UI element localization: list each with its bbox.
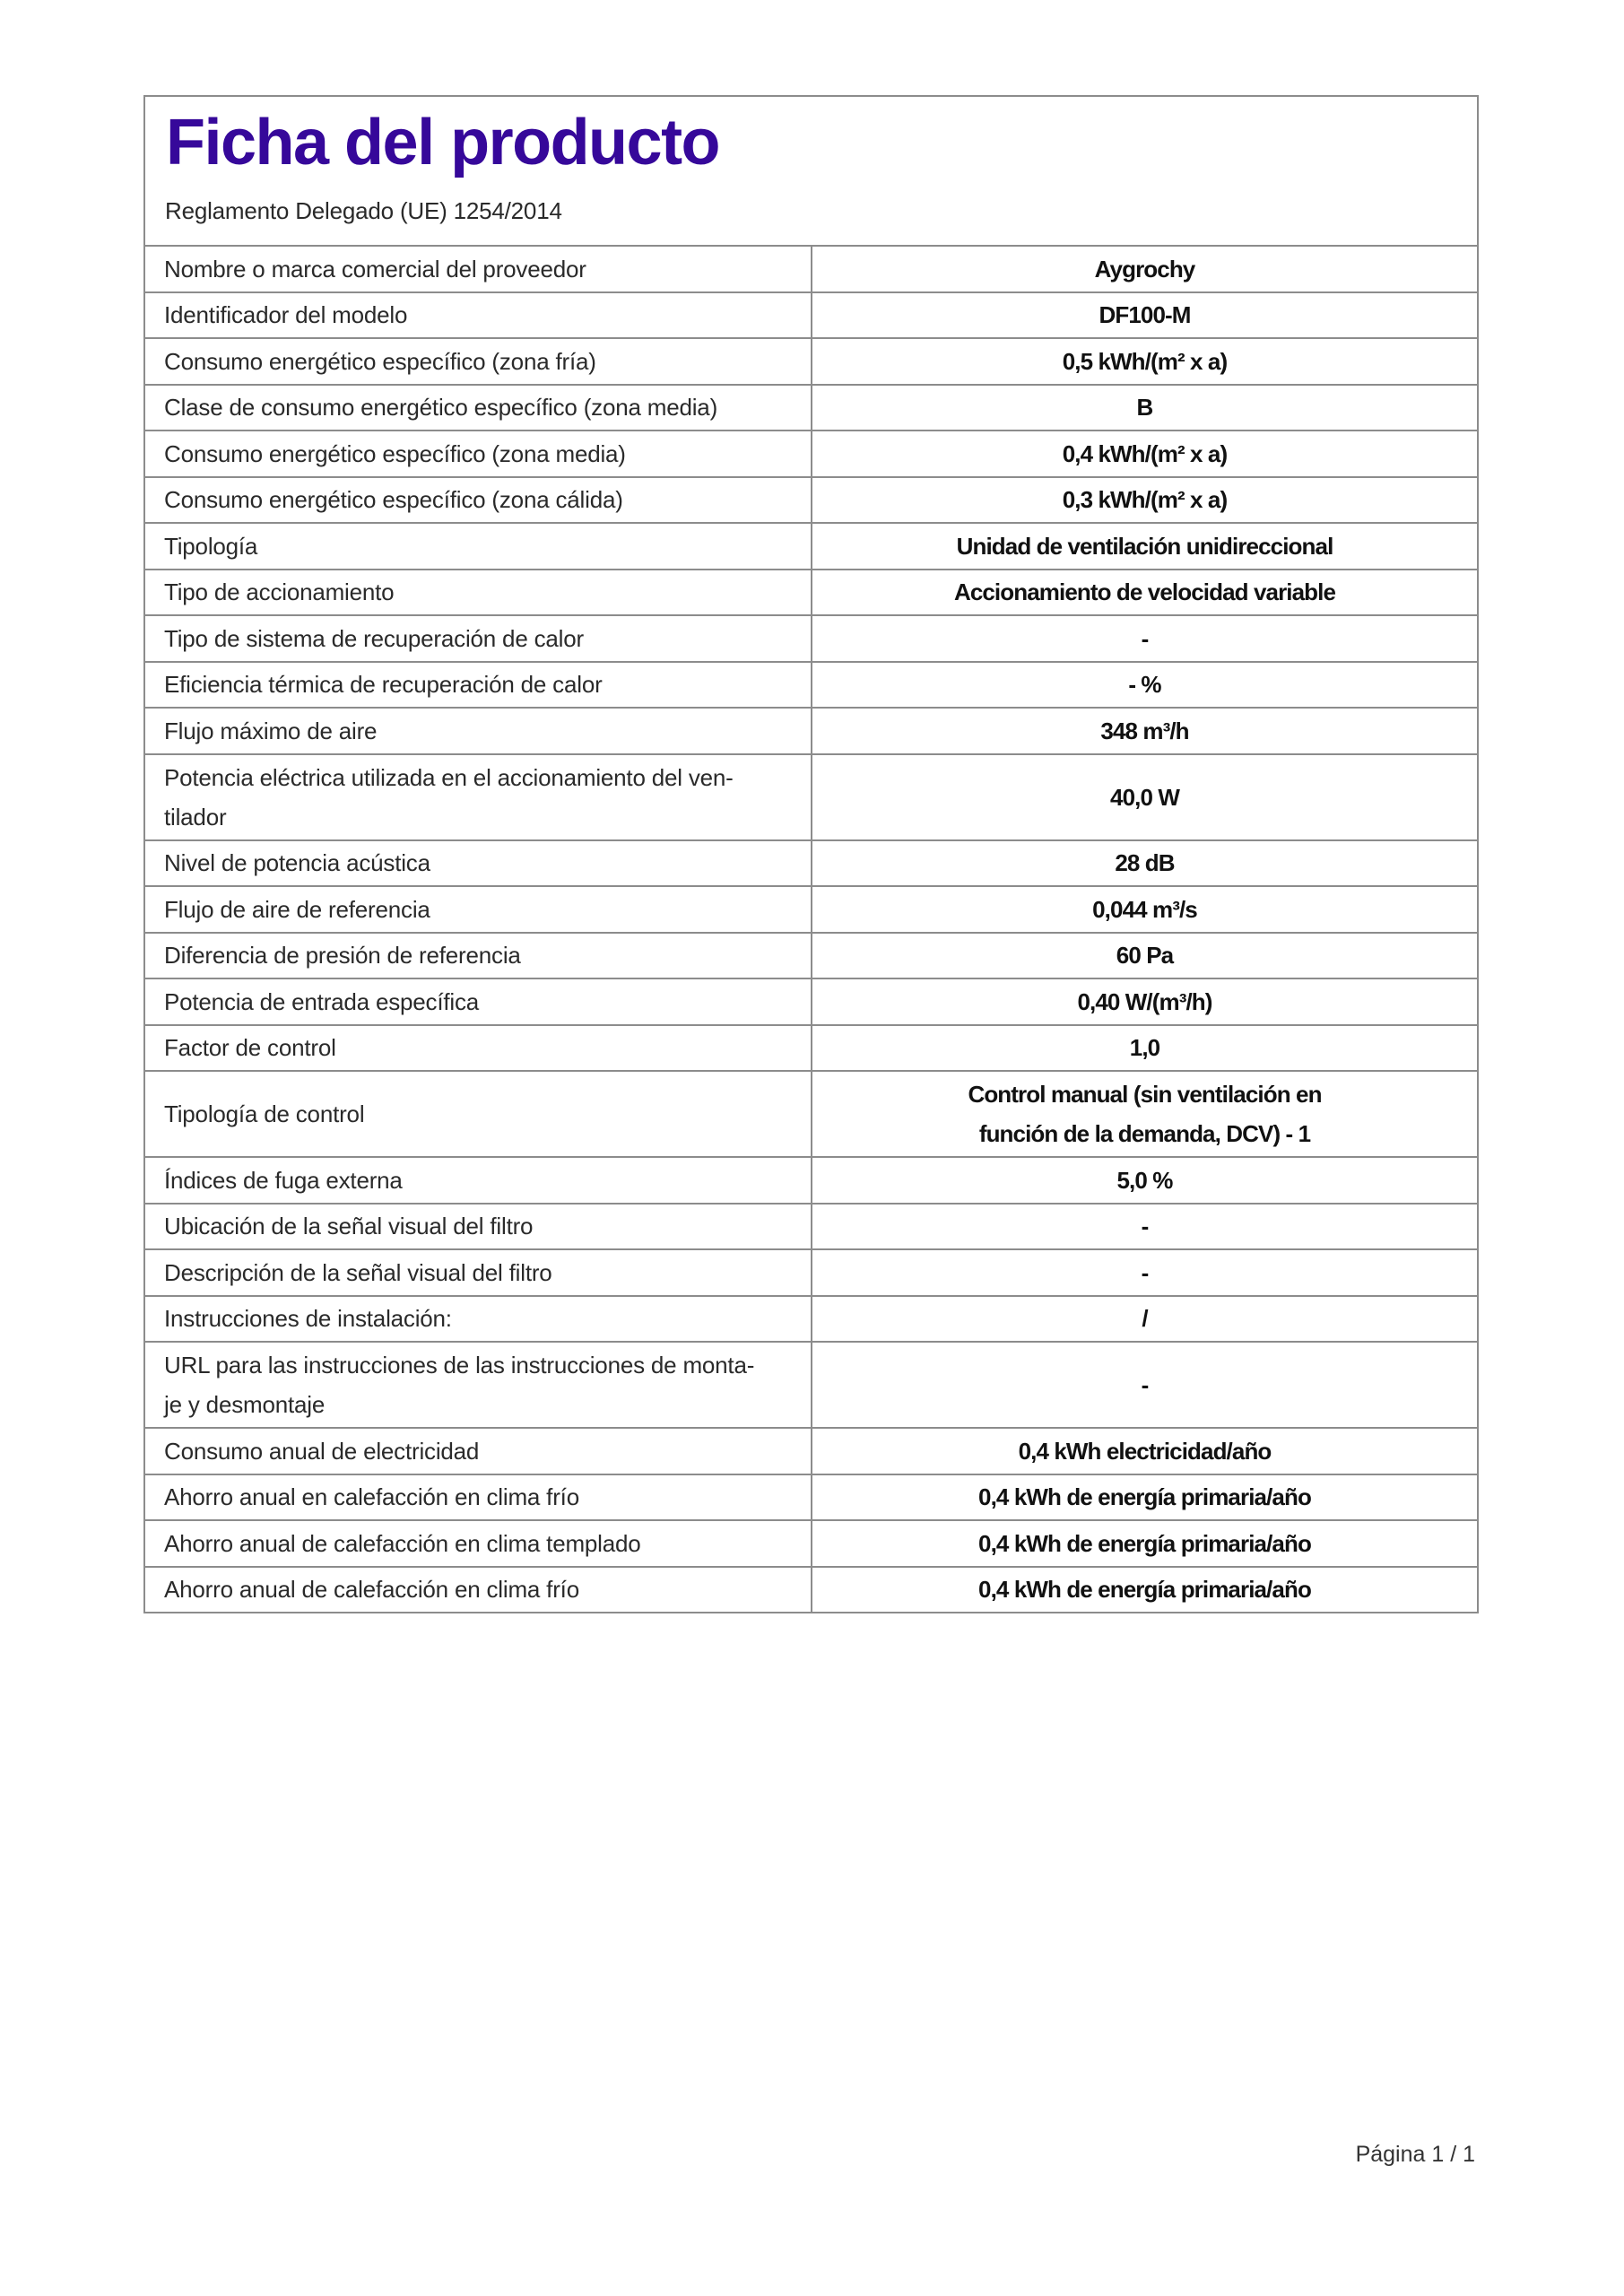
row-label: Nombre o marca comercial del proveedor <box>144 246 812 292</box>
row-label-line: tilador <box>164 803 227 831</box>
row-label: Consumo energético específico (zona cálida) <box>144 477 812 524</box>
row-value: 0,4 kWh/(m² x a) <box>812 430 1478 477</box>
table-row <box>144 1296 1478 1343</box>
table-row <box>144 886 1478 933</box>
row-value: Unidad de ventilación unidireccional <box>812 523 1478 570</box>
row-label: Consumo energético específico (zona fría) <box>144 338 812 385</box>
row-label: Índices de fuga externa <box>144 1157 812 1204</box>
row-label: Consumo anual de electricidad <box>144 1428 812 1474</box>
table-row <box>144 1428 1478 1474</box>
row-label <box>144 754 812 840</box>
title-cell <box>144 96 1478 246</box>
row-value: 0,4 kWh de energía primaria/año <box>812 1474 1478 1521</box>
table-row <box>144 615 1478 662</box>
row-label: Clase de consumo energético específico (zona media) <box>144 385 812 431</box>
row-label: Diferencia de presión de referencia <box>144 933 812 979</box>
row-label: Tipología <box>144 523 812 570</box>
row-value: 348 m³/h <box>812 708 1478 754</box>
row-value: 0,40 W/(m³/h) <box>812 978 1478 1025</box>
regulation-subtitle: Reglamento Delegado (UE) 1254/2014 <box>165 197 562 224</box>
row-value: - <box>812 1249 1478 1296</box>
row-value: 28 dB <box>812 840 1478 887</box>
table-row <box>144 246 1478 292</box>
row-value: 0,3 kWh/(m² x a) <box>812 477 1478 524</box>
table-row <box>144 662 1478 709</box>
table-row <box>144 754 1478 840</box>
row-value: 0,5 kWh/(m² x a) <box>812 338 1478 385</box>
row-value: 1,0 <box>812 1025 1478 1072</box>
table-row <box>144 1474 1478 1521</box>
row-value: B <box>812 385 1478 431</box>
row-label: Flujo máximo de aire <box>144 708 812 754</box>
row-value: - % <box>812 662 1478 709</box>
row-label-line: URL para las instrucciones de las instrucciones de monta- <box>164 1352 755 1378</box>
row-label: Nivel de potencia acústica <box>144 840 812 887</box>
row-label: Instrucciones de instalación: <box>144 1296 812 1343</box>
row-value: 0,4 kWh electricidad/año <box>812 1428 1478 1474</box>
table-row <box>144 708 1478 754</box>
row-value: - <box>812 1204 1478 1250</box>
table-row <box>144 1071 1478 1157</box>
row-value-line: función de la demanda, DCV) - 1 <box>978 1120 1311 1147</box>
table-row <box>144 1567 1478 1613</box>
row-label: Factor de control <box>144 1025 812 1072</box>
product-fiche-table <box>143 95 1479 1613</box>
row-value-line: Control manual (sin ventilación en <box>968 1081 1322 1108</box>
row-label-line: Potencia eléctrica utilizada en el accionamiento del ven- <box>164 763 734 791</box>
row-value: Aygrochy <box>812 246 1478 292</box>
row-label: Potencia de entrada específica <box>144 978 812 1025</box>
table-row <box>144 1342 1478 1428</box>
row-value: 60 Pa <box>812 933 1478 979</box>
row-value: DF100-M <box>812 292 1478 339</box>
row-value: 0,4 kWh de energía primaria/año <box>812 1567 1478 1613</box>
table-row <box>144 338 1478 385</box>
row-value: - <box>812 615 1478 662</box>
row-label: Tipo de sistema de recuperación de calor <box>144 615 812 662</box>
row-value: 40,0 W <box>812 754 1478 840</box>
table-row <box>144 477 1478 524</box>
row-label: Ubicación de la señal visual del filtro <box>144 1204 812 1250</box>
row-label: Tipo de accionamiento <box>144 570 812 616</box>
table-row <box>144 292 1478 339</box>
table-row <box>144 570 1478 616</box>
table-row <box>144 840 1478 887</box>
table-row <box>144 430 1478 477</box>
row-label: Ahorro anual de calefacción en clima frío <box>144 1567 812 1613</box>
row-label: Identificador del modelo <box>144 292 812 339</box>
table-row <box>144 1025 1478 1072</box>
title-row <box>144 96 1478 246</box>
row-label: Flujo de aire de referencia <box>144 886 812 933</box>
row-value: 0,4 kWh de energía primaria/año <box>812 1520 1478 1567</box>
row-label: Consumo energético específico (zona media) <box>144 430 812 477</box>
row-label: Tipología de control <box>144 1071 812 1157</box>
row-label: Ahorro anual de calefacción en clima templado <box>144 1520 812 1567</box>
table-row <box>144 1249 1478 1296</box>
table-row <box>144 385 1478 431</box>
row-label: Eficiencia térmica de recuperación de calor <box>144 662 812 709</box>
row-label: Descripción de la señal visual del filtro <box>144 1249 812 1296</box>
table-row <box>144 978 1478 1025</box>
row-value: Accionamiento de velocidad variable <box>812 570 1478 616</box>
row-label <box>144 1342 812 1428</box>
row-value <box>812 1071 1478 1157</box>
page-title: Ficha del producto <box>166 107 720 178</box>
row-label-line: je y desmontaje <box>164 1391 326 1418</box>
row-value: / <box>812 1296 1478 1343</box>
row-label: Ahorro anual en calefacción en clima frío <box>144 1474 812 1521</box>
row-value: 5,0 % <box>812 1157 1478 1204</box>
table-row <box>144 1157 1478 1204</box>
row-value: 0,044 m³/s <box>812 886 1478 933</box>
table-row <box>144 1520 1478 1567</box>
table-row <box>144 523 1478 570</box>
table-row <box>144 933 1478 979</box>
table-row <box>144 1204 1478 1250</box>
row-value: - <box>812 1342 1478 1428</box>
page-number: Página 1 / 1 <box>1355 2142 1475 2167</box>
